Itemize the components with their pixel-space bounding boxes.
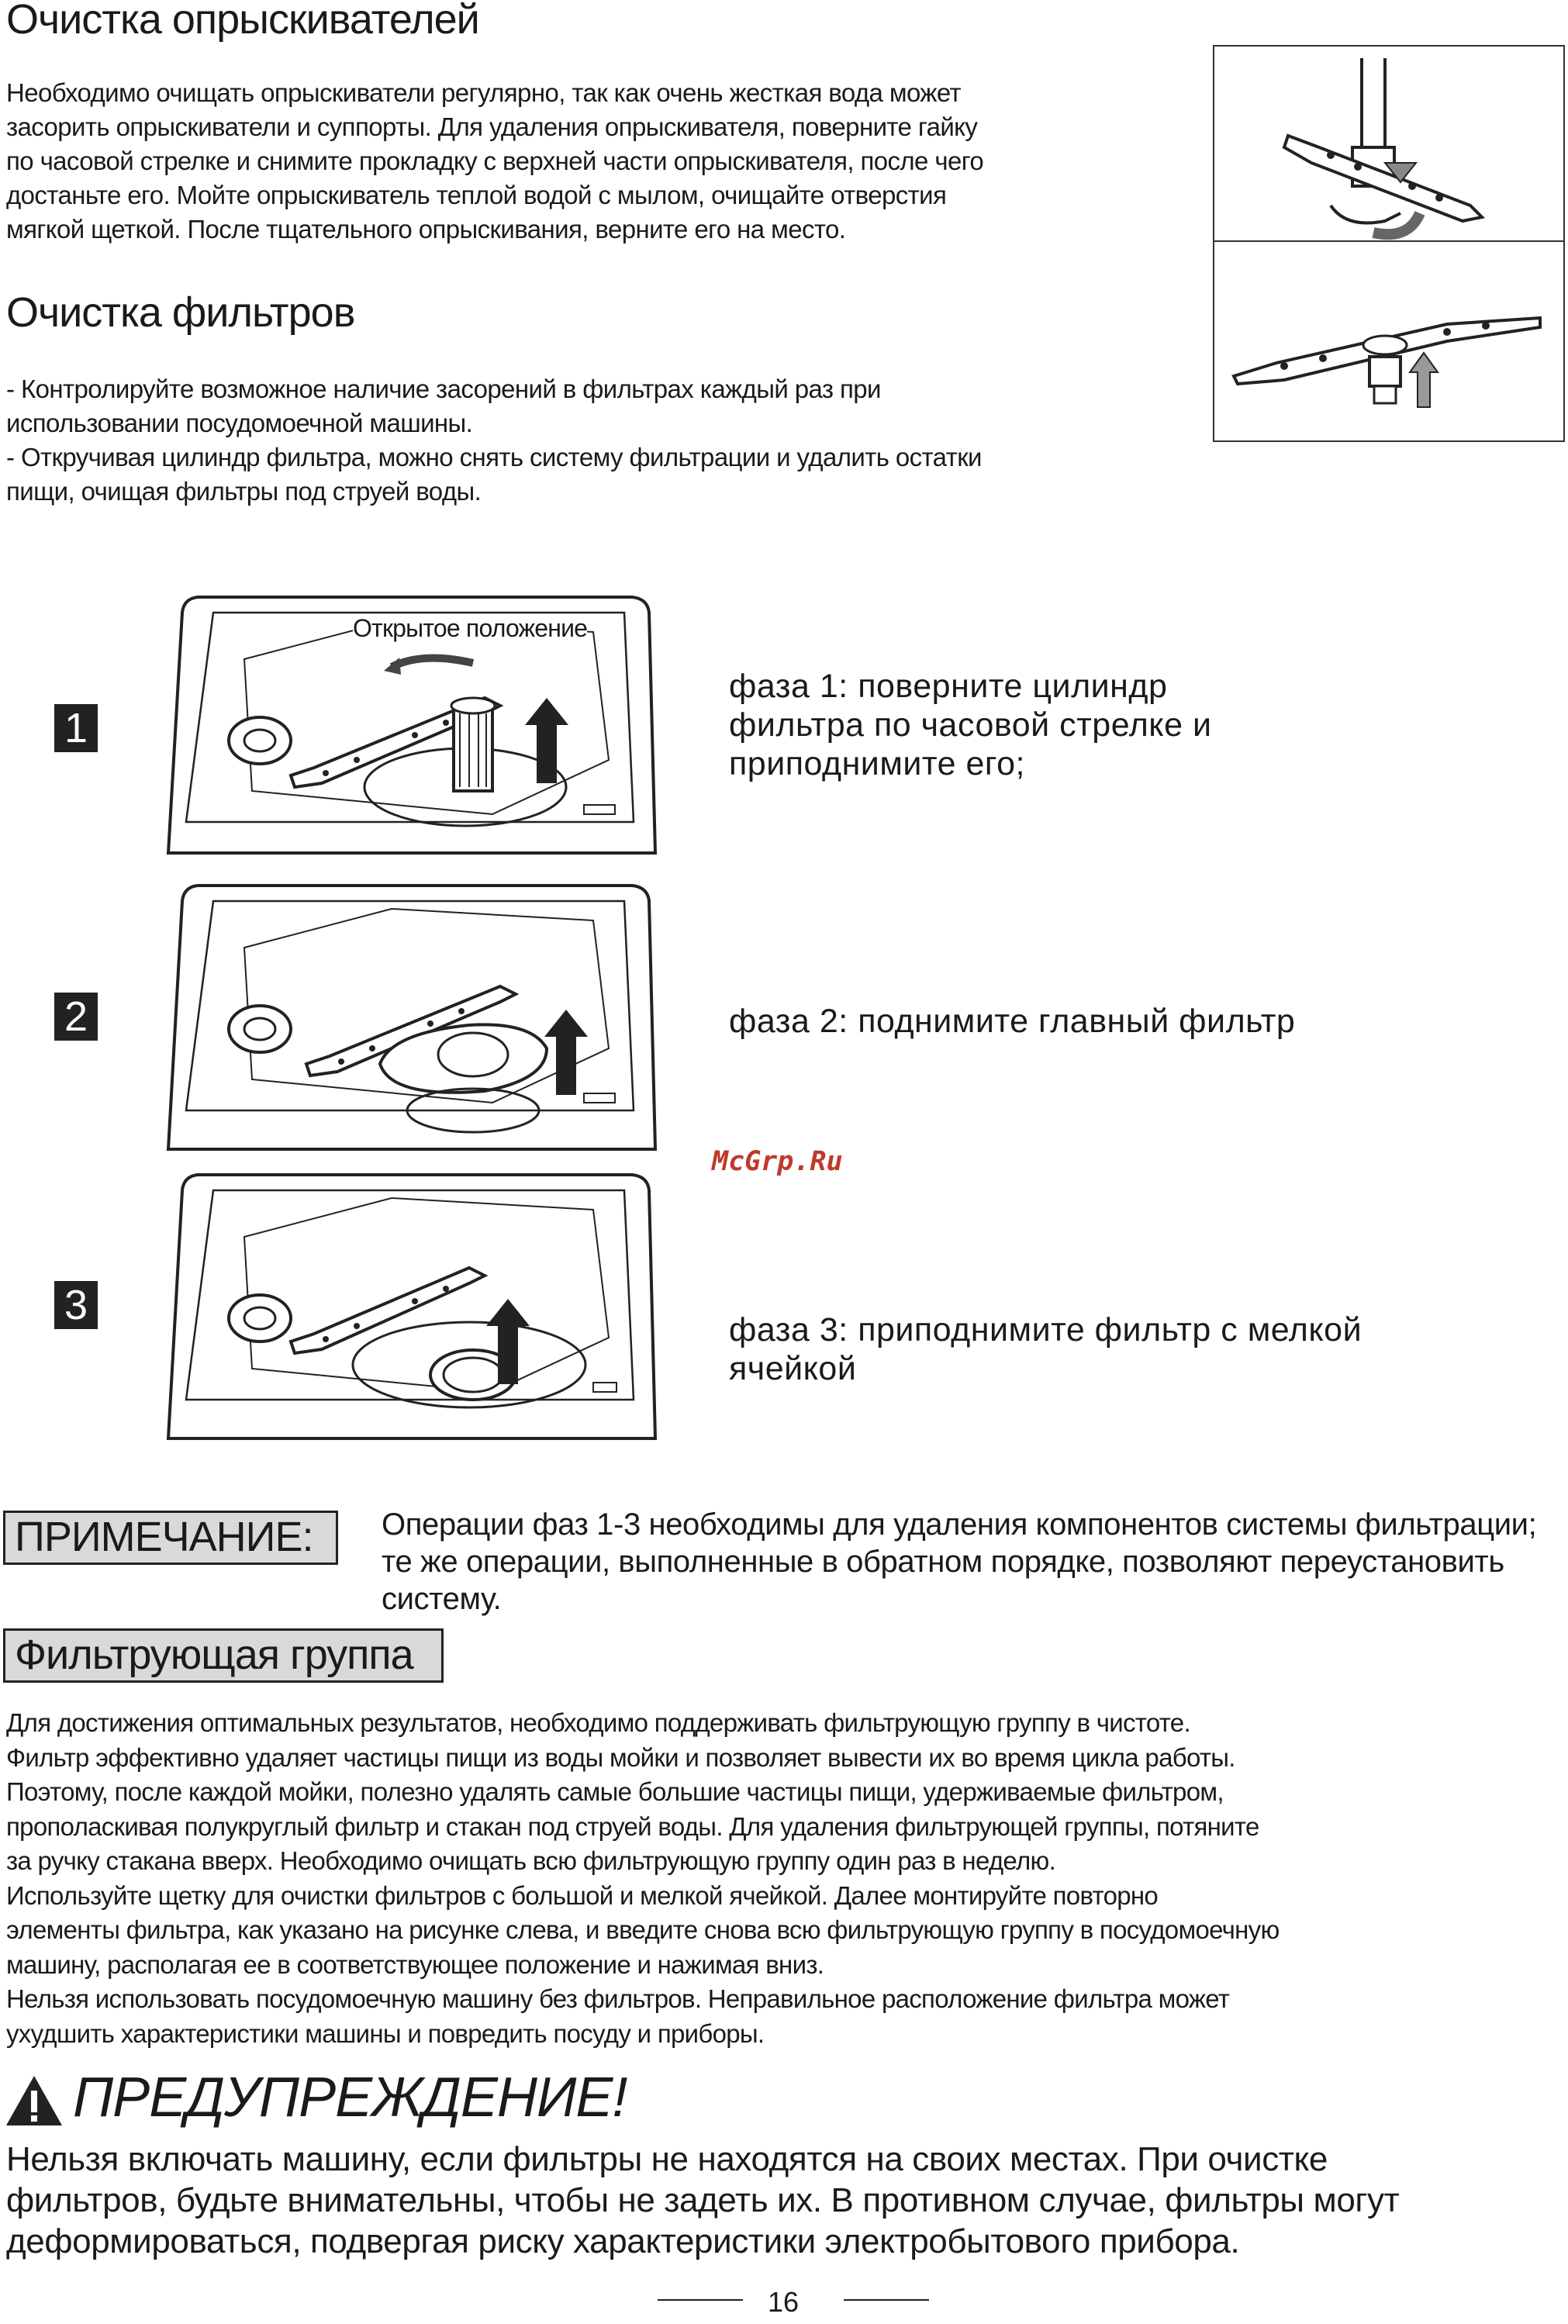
warning-title: ПРЕДУПРЕЖДЕНИЕ! [73, 2067, 627, 2129]
warning-text: Нельзя включать машину, если фильтры не находятся на своих местах. При очистке фильтров, будьте внимательны, чтобы не задеть их. В противном случае, фильтры могут деформироваться, подвергая риску характеристики электробытового прибора. [6, 2140, 1400, 2260]
filter-group-text: Для достижения оптимальных результатов, необходимо поддерживать фильтрующую группу в чистоте. Фильтр эффективно удаляет частицы пищи из воды мойки и позволяет вывести их во время цикла работы. Поэтому, после каждой мойки, полезно удалять самые большие частицы пищи, удерживаемые фильтром, прополаскивая полукруглый фильтр и стакан под струей воды. Для удаления фильтрующей группы, потяните за ручку стакана вверх. Необходимо очищать всю фильтрующую группу один раз в неделю. Используйте щетку для очистки фильтров с большой и мелкой ячейкой. Далее монтируйте повторно элементы фильтра, как указано на рисунке слева, и введите снова всю фильтрующую группу в посудомоечную машину, располагая ее в соответствующее положение и нажимая вниз. Нельзя использовать посудомоечную машину без фильтров. Неправильное расположение фильтра может ухудшить характеристики машины и повредить посуду и приборы. [6, 1708, 1280, 2048]
step-3-text: фаза 3: приподнимите фильтр с мелкой ячейкой [729, 1311, 1363, 1387]
filter-group-label: Фильтрующая группа [3, 1628, 444, 1683]
sprayer-section-text: Необходимо очищать опрыскиватели регулярно, так как очень жесткая вода может засорить опрыскиватели и суппорты. Для удаления опрыскивателя, поверните гайку по часовой стрелке и снимите прокладку с верхней части опрыскивателя, после чего достаньте его. Мойте опрыскиватель теплой водой с мылом, очищайте отверстия мягкой щеткой. После тщательного опрыскивания, верните его на место. [6, 78, 984, 243]
step-2-diagram [159, 878, 655, 1149]
watermark: McGrp.Ru [712, 1146, 843, 1177]
step-1-number: 1 [54, 704, 98, 752]
step-3-diagram [159, 1167, 655, 1438]
step-2-text: фаза 2: поднимите главный фильтр [729, 1003, 1296, 1040]
note-text: Операции фаз 1-3 необходимы для удаления компонентов системы фильтрации; те же операции, выполненные в обратном порядке, позволяют переустановить систему. [382, 1507, 1537, 1616]
dishwasher-tub-drawing [159, 878, 655, 1149]
dishwasher-tub-drawing [159, 1167, 655, 1438]
page-rule-left [658, 2299, 743, 2301]
page-rule-right [844, 2299, 929, 2301]
step-1-diagram [159, 589, 655, 861]
step-2-number: 2 [54, 993, 98, 1041]
sprayer-illustration [1213, 45, 1565, 442]
note-label: ПРИМЕЧАНИЕ: [3, 1511, 338, 1565]
page-number: 16 [768, 2286, 800, 2318]
filter-section-text: - Контролируйте возможное наличие засорений в фильтрах каждый раз при использовании посудомоечной машины. - Откручивая цилиндр фильтра, можно снять систему фильтрации и удалить остатки пищи, очищая фильтры под струей воды. [6, 375, 982, 506]
sprayer-arm-drawing [1214, 47, 1563, 440]
open-position-label: Открытое положение [353, 614, 588, 642]
warning-triangle-icon [5, 2074, 64, 2128]
filter-section-title: Очистка фильтров [6, 289, 355, 336]
sprayer-section-title: Очистка опрыскивателей [6, 0, 479, 43]
step-1-text: фаза 1: поверните цилиндр фильтра по часовой стрелке и приподнимите его; [729, 668, 1212, 782]
step-3-number: 3 [54, 1281, 98, 1329]
